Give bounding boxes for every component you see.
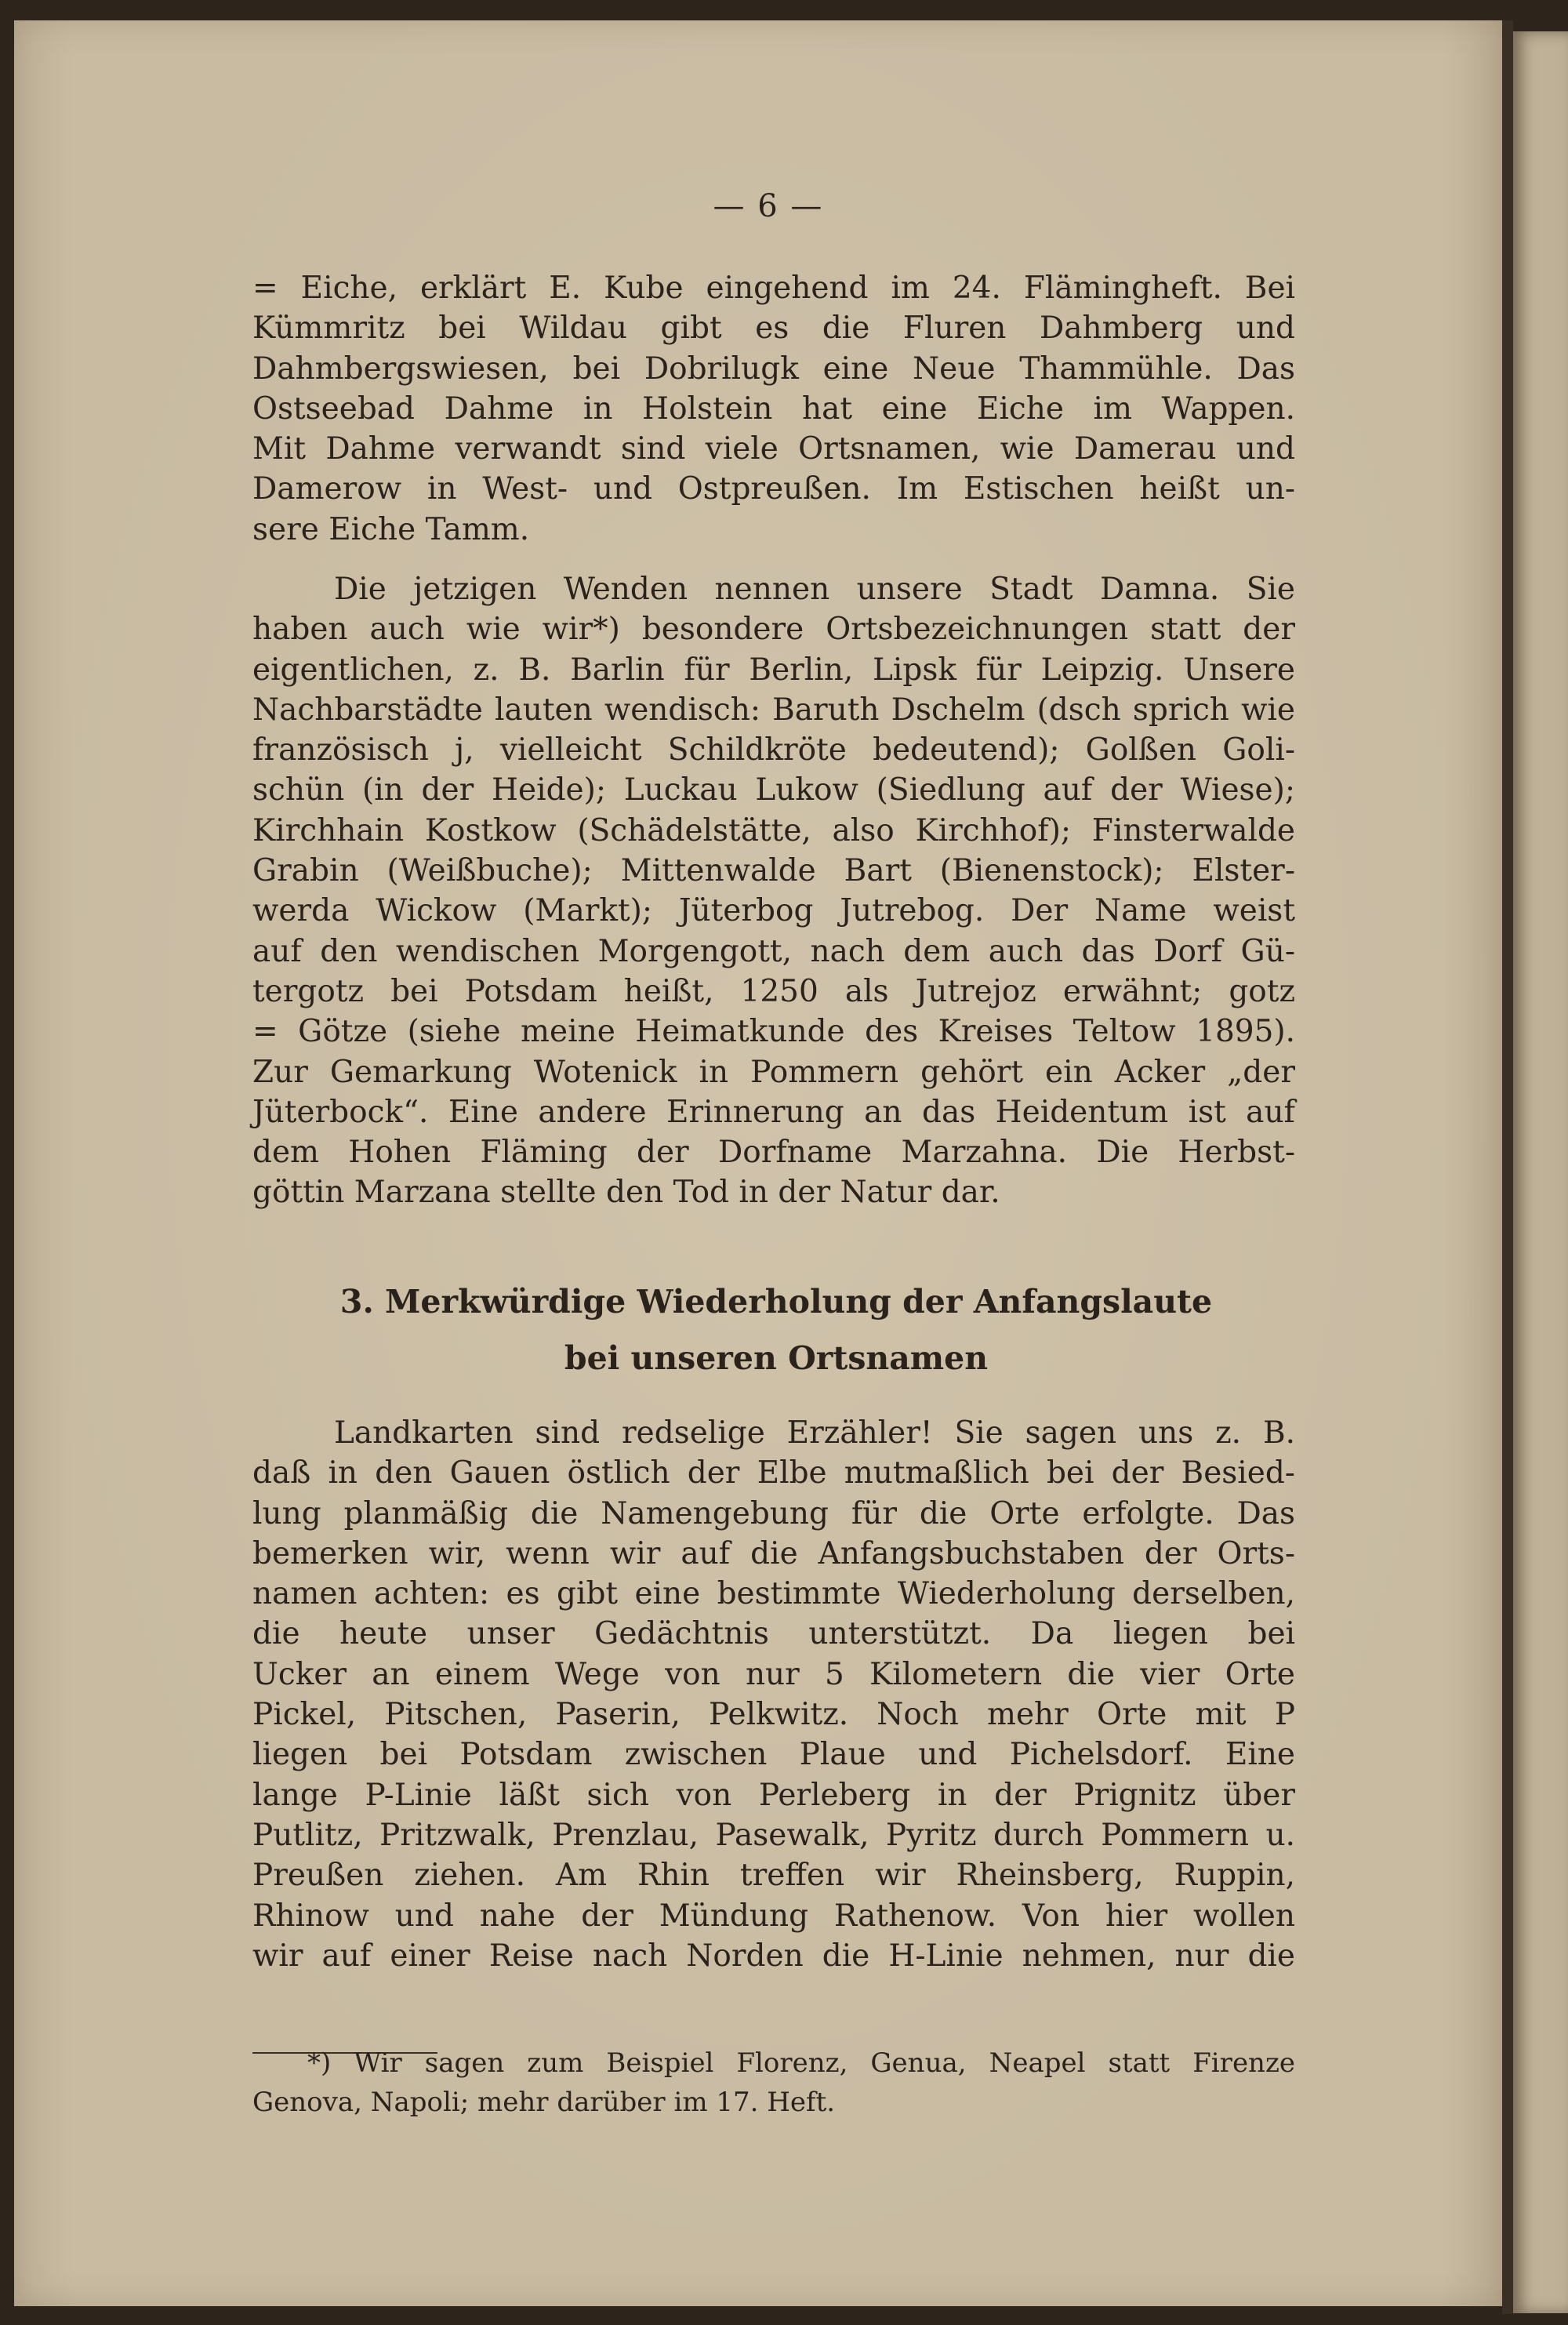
text-line: = Eiche, erklärt E. Kube eingehend im 24. Flämingheft. Bei	[252, 271, 1295, 306]
text-line: Putlitz, Pritzwalk, Prenzlau, Pasewalk, Pyritz durch Pommern u.	[252, 1817, 1295, 1853]
text-line: namen achten: es gibt eine bestimmte Wiederholung derselben,	[252, 1576, 1295, 1612]
text-line: wir auf einer Reise nach Norden die H-Linie nehmen, nur die	[252, 1938, 1295, 1974]
text-line: Pickel, Pitschen, Paserin, Pelkwitz. Noch mehr Orte mit P	[252, 1697, 1295, 1733]
text-line: Ostseebad Dahme in Holstein hat eine Eiche im Wappen.	[252, 391, 1295, 427]
text-line: Die jetzigen Wenden nennen unsere Stadt Damna. Sie	[334, 572, 1295, 607]
text-line: Damerow in West- und Ostpreußen. Im Estischen heißt un-	[252, 471, 1295, 507]
footnote-line: *) Wir sagen zum Beispiel Florenz, Genua, Neapel statt Firenze	[307, 2047, 1295, 2079]
text-line: französisch j, vielleicht Schildkröte bedeutend); Golßen Goli-	[252, 732, 1295, 768]
text-line: Ucker an einem Wege von nur 5 Kilometern die vier Orte	[252, 1656, 1295, 1692]
text-line: daß in den Gauen östlich der Elbe mutmaßlich bei der Besied-	[252, 1455, 1295, 1491]
footnote-line: Genova, Napoli; mehr darüber im 17. Heft.	[252, 2087, 836, 2118]
text-line: Grabin (Weißbuche); Mittenwalde Bart (Bienenstock); Elster-	[252, 853, 1295, 889]
text-line: Zur Gemarkung Wotenick in Pommern gehört ein Acker „der	[252, 1054, 1295, 1090]
text-line: die heute unser Gedächtnis unterstützt. Da liegen bei	[252, 1616, 1295, 1652]
paragraph-2	[252, 569, 1295, 1213]
text-line: liegen bei Potsdam zwischen Plaue und Pichelsdorf. Eine	[252, 1737, 1295, 1773]
text-line: Nachbarstädte lauten wendisch: Baruth Dschelm (dsch sprich wie	[252, 692, 1295, 728]
text-line: Landkarten sind redselige Erzähler! Sie sagen uns z. B.	[334, 1415, 1295, 1451]
text-line: Preußen ziehen. Am Rhin treffen wir Rheinsberg, Ruppin,	[252, 1858, 1295, 1894]
footnote	[252, 2043, 1295, 2122]
text-line: Dahmbergswiesen, bei Dobrilugk eine Neue Thammühle. Das	[252, 351, 1295, 387]
paragraph-3	[252, 1413, 1295, 1976]
text-line: Kümmritz bei Wildau gibt es die Fluren Dahmberg und	[252, 311, 1295, 347]
text-line: haben auch wie wir*) besondere Ortsbezeichnungen statt der	[252, 612, 1295, 648]
text-line: Kirchhain Kostkow (Schädelstätte, also Kirchhof); Finsterwalde	[252, 812, 1295, 848]
section-heading-line-2: bei unseren Ortsnamen	[564, 1339, 989, 1377]
text-line: Rhinow und nahe der Mündung Rathenow. Von hier wollen	[252, 1898, 1295, 1934]
text-line: eigentlichen, z. B. Barlin für Berlin, Lipsk für Leipzig. Unsere	[252, 652, 1295, 688]
section-heading	[0, 1273, 1552, 1386]
section-heading-line-1: 3. Merkwürdige Wiederholung der Anfangslaute	[339, 1283, 1213, 1321]
text-line: Jüterbock“. Eine andere Erinnerung an das Heidentum ist auf	[252, 1094, 1295, 1130]
page-number: — 6 —	[713, 188, 824, 224]
text-line: werda Wickow (Markt); Jüterbog Jutrebog. Der Name weist	[252, 893, 1295, 929]
text-line: göttin Marzana stellte den Tod in der Natur dar.	[252, 1175, 1000, 1211]
text-line: bemerken wir, wenn wir auf die Anfangsbuchstaben der Orts-	[252, 1535, 1295, 1571]
text-line: = Götze (siehe meine Heimatkunde des Kreises Teltow 1895).	[252, 1014, 1295, 1050]
facing-page-edge	[1513, 31, 1568, 2313]
book-gutter	[1502, 20, 1513, 2314]
text-line: sere Eiche Tamm.	[252, 511, 530, 547]
text-line: Mit Dahme verwandt sind viele Ortsnamen, wie Damerau und	[252, 431, 1295, 467]
text-line: tergotz bei Potsdam heißt, 1250 als Jutrejoz erwähnt; gotz	[252, 973, 1295, 1009]
text-line: lange P-Linie läßt sich von Perleberg in der Prignitz über	[252, 1777, 1295, 1813]
text-line: schün (in der Heide); Luckau Lukow (Siedlung auf der Wiese);	[252, 772, 1295, 808]
text-line: dem Hohen Fläming der Dorfname Marzahna. Die Herbst-	[252, 1135, 1295, 1171]
text-line: lung planmäßig die Namengebung für die Orte erfolgte. Das	[252, 1495, 1295, 1531]
paragraph-1	[252, 268, 1295, 550]
text-line: auf den wendischen Morgengott, nach dem auch das Dorf Gü-	[252, 933, 1295, 969]
